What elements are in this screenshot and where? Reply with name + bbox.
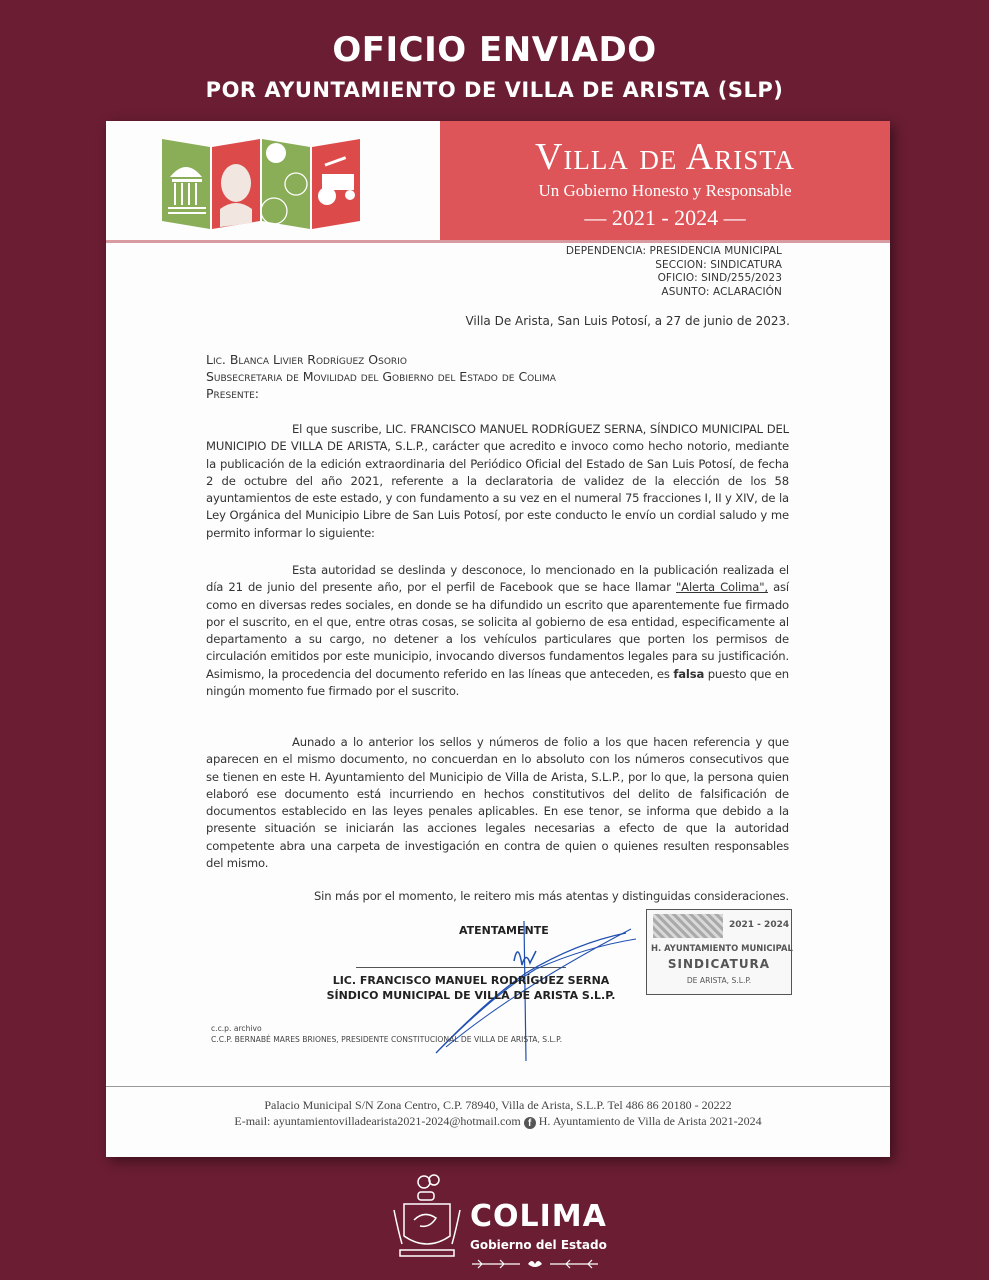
footer-divider xyxy=(106,1086,890,1087)
signer-block xyxy=(306,974,636,1003)
body-paragraph-3 xyxy=(206,734,789,872)
stamp-seal-image xyxy=(653,914,723,938)
addressee-greeting: Presente: xyxy=(206,386,260,401)
alerta-colima-reference: "Alerta Colima", xyxy=(675,580,768,595)
signer-position: SÍNDICO MUNICIPAL DE VILLA DE ARISTA S.L.P. xyxy=(326,988,616,1002)
page-title: OFICIO ENVIADO xyxy=(332,30,657,70)
stamp-years: 2021 - 2024 xyxy=(729,920,790,930)
sports-balls-icon xyxy=(261,139,310,229)
tractor-icon xyxy=(312,139,360,229)
document-date: Villa De Arista, San Luis Potosí, a 27 de junio de 2023. xyxy=(465,314,790,328)
municipality-name: Villa de Arista xyxy=(534,136,796,178)
ccp-archive: c.c.p. archivo xyxy=(211,1024,262,1033)
kiosk-icon xyxy=(162,139,210,229)
administration-period: — 2021 - 2024 — xyxy=(584,205,746,230)
paragraph-2-text-a: Esta autoridad se deslinda y desconoce, lo mencionado en la publicación realizada el día 21 de junio del presente año, por el perfil de Facebook que se hace llamar xyxy=(206,563,789,595)
footer-contact xyxy=(106,1114,890,1129)
meta-oficio: OFICIO: SIND/255/2023 xyxy=(657,272,782,284)
paragraph-2-text-c: puesto que en ningún momento fue firmado por el suscrito. xyxy=(206,666,789,699)
signer-name: LIC. FRANCISCO MANUEL RODRÍGUEZ SERNA xyxy=(332,974,610,987)
addressee-name: Lic. Blanca Livier Rodríguez Osorio xyxy=(206,352,407,367)
colima-subtitle: Gobierno del Estado xyxy=(470,1238,607,1252)
letterhead-banner xyxy=(440,121,890,240)
official-stamp xyxy=(646,909,792,995)
body-paragraph-2 xyxy=(206,562,789,700)
official-letter xyxy=(106,121,890,1157)
ccp-president: C.C.P. BERNABÉ MARES BRIONES, PRESIDENTE CONSTITUCIONAL DE VILLA DE ARISTA, S.L.P. xyxy=(211,1034,562,1044)
page-subtitle: POR AYUNTAMIENTO DE VILLA DE ARISTA (SLP) xyxy=(205,78,784,102)
addressee-position: Subsecretaria de Movilidad del Gobierno del Estado de Colima xyxy=(206,369,556,384)
paragraph-3-text: Aunado a lo anterior los sellos y números de folio a los que hacen referencia y que aparecen en el mismo documento, no concuerdan en lo absoluto con los números consecutivos que se tienen en este H. Ayuntamiento del Municipio de Villa de Arista, S.L.P., por lo que, la persona quien elaboró ese documento está incurriendo en hechos constitutivos del delito de falsificación de documentos establecido en las leyes penales aplicables. En ese tenor, se informa que debido a la presente situación se iniciarán las acciones legales necesarias a efecto de que la autoridad competente abra una carpeta de investigación en contra de quien o quienes resulten responsables del mismo. xyxy=(206,735,789,871)
closing-sentence: Sin más por el momento, le reitero mis más atentas y distinguidas consideraciones. xyxy=(313,889,789,903)
atentamente-label: ATENTAMENTE xyxy=(459,924,549,937)
paragraph-1-text: El que suscribe, LIC. FRANCISCO MANUEL RODRÍGUEZ SERNA, SÍNDICO MUNICIPAL DEL MUNICIPIO DE VILLA DE ARISTA, S.L.P., carácter que acredito e invoco como hecho notorio, mediante la publicación de la edición extraordinaria del Periódico Oficial del Estado de San Luis Potosí, de fecha 2 de octubre del año 2021, referente a la declaratoria de validez de la elección de los 58 ayuntamientos de este estado, y con fundamento a su vez en el numeral 75 fracciones I, II y XIV, de la Ley Orgánica del Municipio Libre de San Luis Potosí, por este conducto le envío un cordial saludo y me permito informar lo siguiente: xyxy=(206,422,789,540)
facebook-icon: f xyxy=(524,1117,536,1129)
municipality-slogan: Un Gobierno Honesto y Responsable xyxy=(538,181,792,200)
stamp-line-1: H. AYUNTAMIENTO MUNICIPAL xyxy=(651,943,793,953)
meta-dependencia: DEPENDENCIA: PRESIDENCIA MUNICIPAL xyxy=(565,245,782,257)
copy-recipients xyxy=(211,1024,562,1045)
body-paragraph-1 xyxy=(206,421,789,542)
villa-de-arista-logo xyxy=(162,139,362,229)
stamp-line-3: DE ARISTA, S.L.P. xyxy=(686,976,752,985)
meta-asunto: ASUNTO: ACLARACIÓN xyxy=(661,285,782,298)
portrait-icon xyxy=(212,139,260,229)
footer-address: Palacio Municipal S/N Zona Centro, C.P. 78940, Villa de Arista, S.L.P. Tel 486 86 20180 - 20222 xyxy=(264,1098,732,1112)
letterhead-divider xyxy=(106,240,890,243)
footer-facebook-page: H. Ayuntamiento de Villa de Arista 2021-2024 xyxy=(538,1114,762,1128)
addressee-block xyxy=(206,351,556,402)
footer-email: E-mail: ayuntamientovilladearista2021-2024@hotmail.com xyxy=(234,1114,521,1128)
document-metadata xyxy=(566,245,782,299)
meta-seccion: SECCION: SINDICATURA xyxy=(655,258,782,271)
colima-wordmark: COLIMA xyxy=(470,1199,607,1234)
falsa-emphasis: falsa xyxy=(673,666,705,681)
paragraph-2-text-b: así como en diversas redes sociales, en donde se ha difundido un escrito que aparentemente fue firmado por el suscrito, en el que, entre otras cosas, se solicita al gobierno de esa entidad, especificamente al departamento a su cargo, no detener a los vehículos particulares que porten los permisos de circulación emitidos por este municipio, invocando diversos fundamentos legales para su justificación. Asimismo, la procedencia del documento referido en las líneas que anteceden, es xyxy=(206,580,790,681)
stamp-line-2: SINDICATURA xyxy=(667,957,771,971)
arrows-ornament-icon xyxy=(470,1258,600,1270)
